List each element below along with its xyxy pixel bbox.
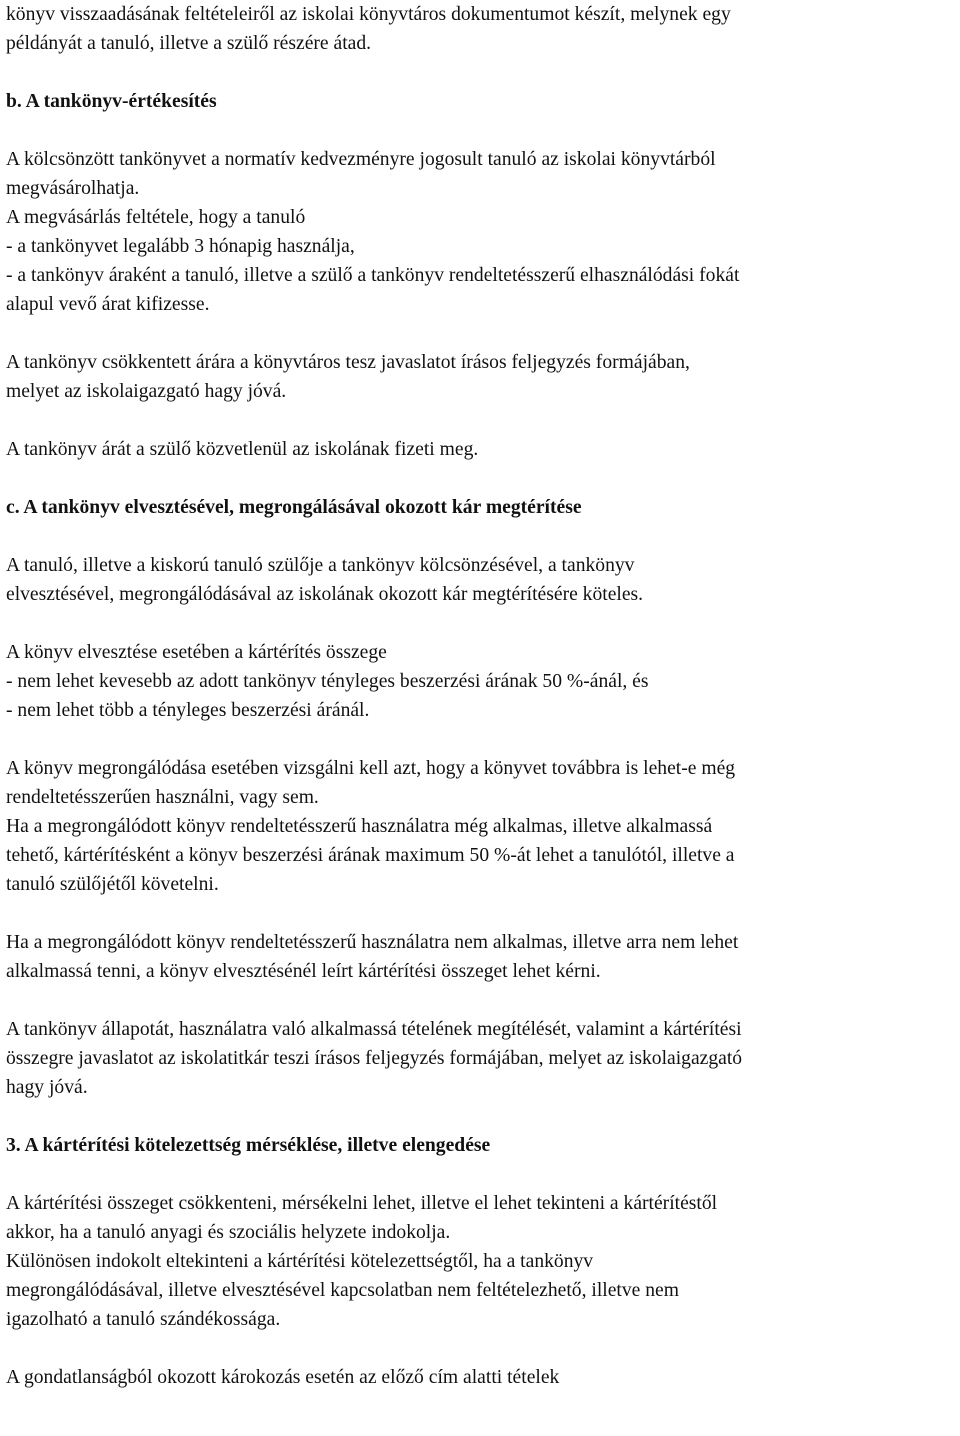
text-line: alapul vevő árat kifizesse.	[6, 294, 210, 315]
section-heading	[6, 87, 956, 116]
text-line: rendeltetésszerűen használni, vagy sem.	[6, 787, 319, 808]
paragraph	[6, 551, 956, 609]
paragraph-gap	[6, 1334, 956, 1363]
paragraph	[6, 754, 956, 899]
text-line: tehető, kártérítésként a könyv beszerzési árának maximum 50 %-át lehet a tanulótól, illetve a	[6, 845, 735, 866]
text-line: Ha a megrongálódott könyv rendeltetésszerű használatra nem alkalmas, illetve arra nem lehet	[6, 932, 739, 953]
text-line: igazolható a tanuló szándékossága.	[6, 1309, 281, 1330]
paragraph-gap	[6, 899, 956, 928]
paragraph-gap	[6, 116, 956, 145]
text-line: A könyv elvesztése esetében a kártérítés összege	[6, 642, 387, 663]
text-line: megrongálódásával, illetve elvesztésével kapcsolatban nem feltételezhető, illetve nem	[6, 1280, 679, 1301]
text-line: A tankönyv állapotát, használatra való alkalmassá tételének megítélését, valamint a kártérítési	[6, 1019, 742, 1040]
paragraph-gap	[6, 986, 956, 1015]
text-line: alkalmassá tenni, a könyv elvesztésénél leírt kártérítési összeget lehet kérni.	[6, 961, 601, 982]
text-line: tanuló szülőjétől követelni.	[6, 874, 219, 895]
paragraph-gap	[6, 58, 956, 87]
paragraph-gap	[6, 464, 956, 493]
paragraph	[6, 203, 956, 319]
paragraph	[6, 348, 956, 406]
paragraph-gap	[6, 319, 956, 348]
text-line: - nem lehet kevesebb az adott tankönyv tényleges beszerzési árának 50 %-ánál, és	[6, 671, 649, 692]
text-line: akkor, ha a tanuló anyagi és szociális helyzete indokolja.	[6, 1222, 451, 1243]
text-line: c. A tankönyv elvesztésével, megrongálásával okozott kár megtérítése	[6, 497, 582, 518]
text-line: A tanuló, illetve a kiskorú tanuló szülője a tankönyv kölcsönzésével, a tankönyv	[6, 555, 635, 576]
paragraph	[6, 638, 956, 725]
text-line: A könyv megrongálódása esetében vizsgálni kell azt, hogy a könyvet továbbra is lehet-e még	[6, 758, 736, 779]
paragraph-gap	[6, 609, 956, 638]
paragraph	[6, 1189, 956, 1334]
text-line: Különösen indokolt eltekinteni a kártérítési kötelezettségtől, ha a tankönyv	[6, 1251, 594, 1272]
paragraph-gap	[6, 725, 956, 754]
text-line: - nem lehet több a tényleges beszerzési áránál.	[6, 700, 370, 721]
section-heading	[6, 493, 956, 522]
text-line: b. A tankönyv-értékesítés	[6, 91, 217, 112]
text-line: - a tankönyv áraként a tanuló, illetve a szülő a tankönyv rendeltetésszerű elhasználódási fokát	[6, 265, 740, 286]
text-line: megvásárolhatja.	[6, 178, 140, 199]
paragraph	[6, 145, 956, 203]
text-line: A megvásárlás feltétele, hogy a tanuló	[6, 207, 306, 228]
paragraph	[6, 435, 956, 464]
text-line: összegre javaslatot az iskolatitkár teszi írásos feljegyzés formájában, melyet az iskolaigazgató	[6, 1048, 743, 1069]
paragraph-gap	[6, 406, 956, 435]
text-line: A tankönyv csökkentett árára a könyvtáros tesz javaslatot írásos feljegyzés formájában,	[6, 352, 690, 373]
section-heading	[6, 1131, 956, 1160]
text-line: A tankönyv árát a szülő közvetlenül az iskolának fizeti meg.	[6, 439, 479, 460]
text-line: melyet az iskolaigazgató hagy jóvá.	[6, 381, 287, 402]
paragraph-gap	[6, 522, 956, 551]
paragraph	[6, 928, 956, 986]
text-line: A gondatlanságból okozott károkozás esetén az előző cím alatti tételek	[6, 1367, 560, 1388]
text-line: A kártérítési összeget csökkenteni, mérsékelni lehet, illetve el lehet tekinteni a kártérítéstől	[6, 1193, 718, 1214]
text-line: hagy jóvá.	[6, 1077, 88, 1098]
paragraph	[6, 1363, 956, 1392]
paragraph	[6, 0, 956, 58]
text-line: elvesztésével, megrongálódásával az iskolának okozott kár megtérítésére köteles.	[6, 584, 644, 605]
text-line: A kölcsönzött tankönyvet a normatív kedvezményre jogosult tanuló az iskolai könyvtárból	[6, 149, 716, 170]
text-line: 3. A kártérítési kötelezettség mérséklése, illetve elengedése	[6, 1135, 491, 1156]
paragraph	[6, 1015, 956, 1102]
text-line: Ha a megrongálódott könyv rendeltetésszerű használatra még alkalmas, illetve alkalmassá	[6, 816, 713, 837]
text-line: könyv visszaadásának feltételeiről az iskolai könyvtáros dokumentumot készít, melynek egy	[6, 4, 731, 25]
paragraph-gap	[6, 1102, 956, 1131]
paragraph-gap	[6, 1160, 956, 1189]
text-line: - a tankönyvet legalább 3 hónapig használja,	[6, 236, 355, 257]
text-line: példányát a tanuló, illetve a szülő részére átad.	[6, 33, 372, 54]
document-page	[6, 0, 956, 1392]
